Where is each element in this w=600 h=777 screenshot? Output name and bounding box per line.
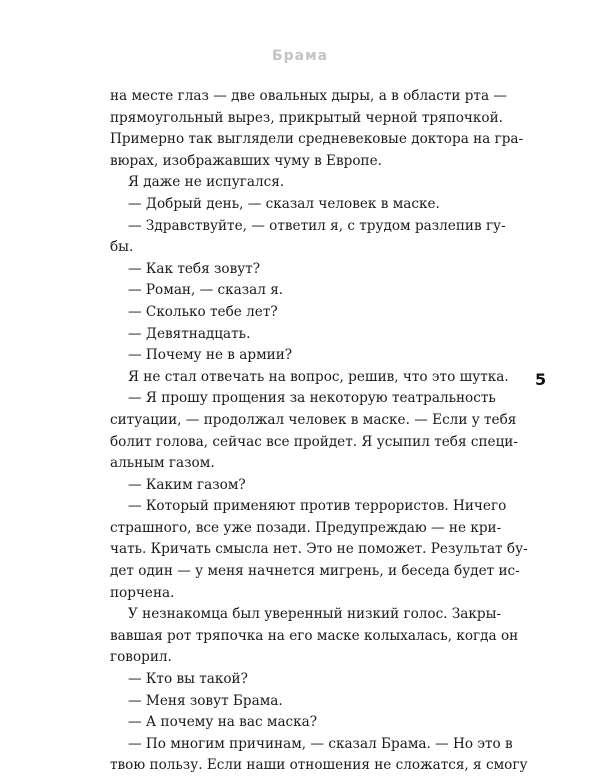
text-line: — Каким газом? <box>128 476 246 493</box>
text-line: — Меня зовут Брама. <box>128 692 283 709</box>
text-line: вюрах, изображавших чуму в Европе. <box>110 152 382 169</box>
text-line: — Роман, — сказал я. <box>128 282 284 299</box>
text-line: — Здравствуйте, — ответил я, с трудом разлепив гу- <box>128 217 506 234</box>
text-line: дет один — у меня начнется мигрень, и беседа будет ис- <box>110 563 520 580</box>
text-line: — Почему не в армии? <box>128 347 293 364</box>
text-line: порчена. <box>110 584 175 601</box>
text-line: — Как тебя зовут? <box>128 260 261 277</box>
text-line: вавшая рот тряпочка на его маске колыхалась, когда он <box>110 627 519 644</box>
text-line: — Кто вы такой? <box>128 671 248 688</box>
text-line: — Я прошу прощения за некоторую театральность <box>128 390 496 407</box>
text-line: — А почему на вас маска? <box>128 714 318 731</box>
text-line: У незнакомца был уверенный низкий голос. Закры- <box>128 606 502 623</box>
text-line: ситуации, — продолжал человек в маске. — Если у тебя <box>110 411 517 428</box>
text-line: твою пользу. Если наши отношения не сложатся, я смогу <box>110 757 528 774</box>
text-line: Примерно так выглядели средневековые доктора на гра- <box>110 131 524 148</box>
text-line: бы. <box>110 239 134 256</box>
text-line: Я даже не испугался. <box>128 174 285 191</box>
text-line: на месте глаз — две овальных дыры, а в области рта — <box>110 88 507 104</box>
text-line: говорил. <box>110 649 172 666</box>
text-line: — По многим причинам, — сказал Брама. — Но это в <box>128 735 513 752</box>
text-line: — Сколько тебе лет? <box>128 303 278 320</box>
body-text <box>110 86 528 777</box>
text-line: чать. Кричать смысла нет. Это не поможет. Результат бу- <box>110 541 528 558</box>
text-line: — Добрый день, — сказал человек в маске. <box>128 195 440 212</box>
text-line: Я не стал отвечать на вопрос, решив, что это шутка. <box>128 368 509 385</box>
text-line: альным газом. <box>110 455 215 472</box>
text-line: страшного, все уже позади. Предупреждаю — не кри- <box>110 519 502 536</box>
page-number: 5 <box>535 370 547 389</box>
running-head: Брама <box>271 48 329 64</box>
text-line: болит голова, сейчас все пройдет. Я усыпил тебя специ- <box>110 433 518 450</box>
text-line: прямоугольный вырез, прикрытый черной тряпочкой. <box>110 109 503 126</box>
text-line: — Который применяют против террористов. Ничего <box>128 498 507 515</box>
text-line: — Девятнадцать. <box>128 325 251 342</box>
